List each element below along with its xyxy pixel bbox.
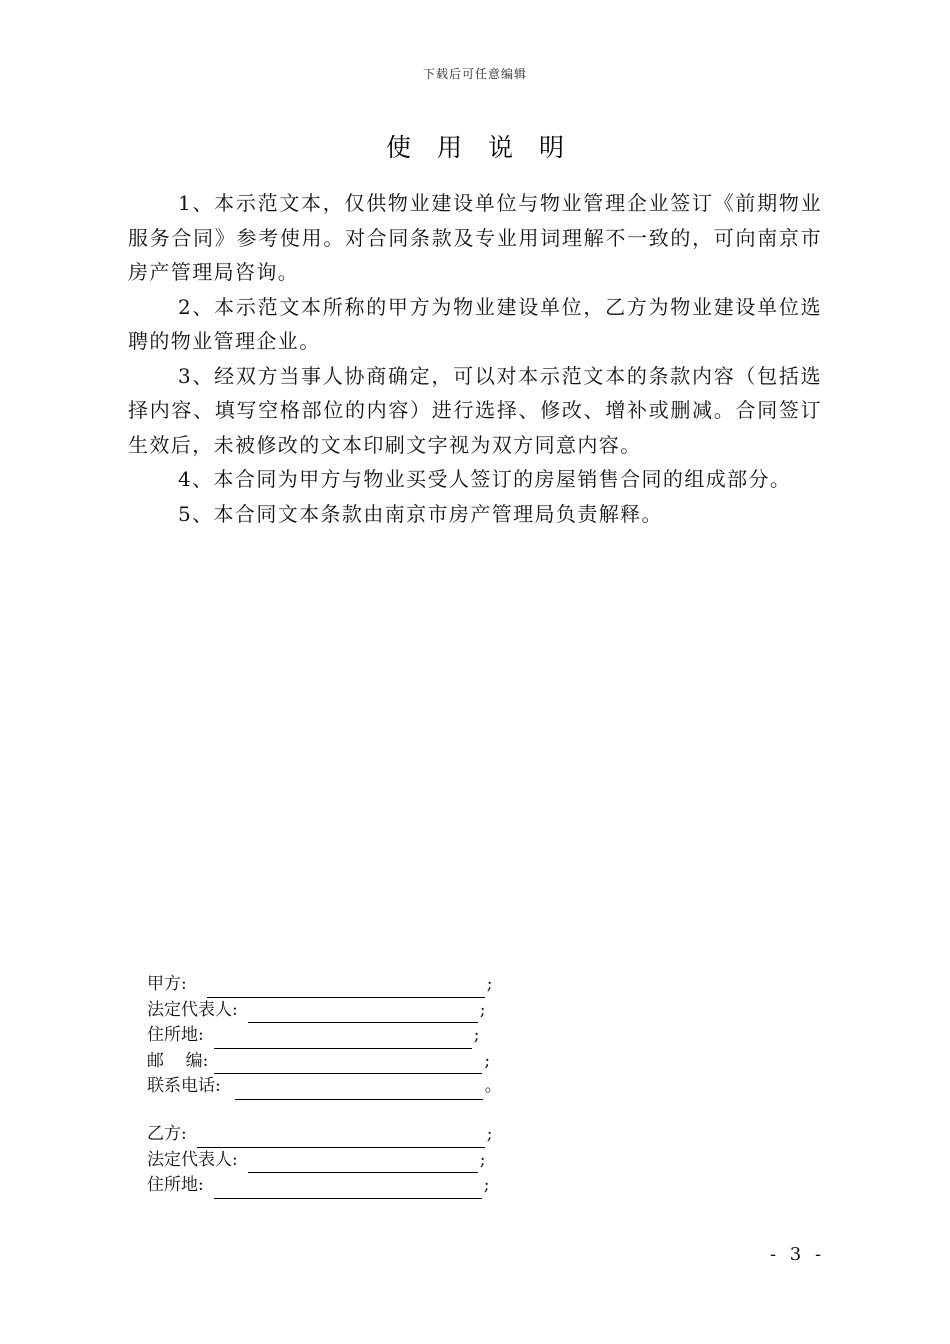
party-b-name-row — [147, 1122, 527, 1148]
party-a-name-field[interactable] — [207, 980, 485, 998]
paragraph-5: 5、本合同文本条款由南京市房产管理局负责解释。 — [178, 501, 663, 526]
field-label: 联系电话: — [147, 1076, 221, 1096]
field-label: 法定代表人: — [147, 999, 238, 1020]
field-end: ; — [486, 974, 493, 994]
field-end: ; — [479, 1149, 486, 1170]
field-end: ; — [486, 1124, 493, 1144]
page-number: - 3 - — [770, 1244, 826, 1265]
party-a-address-field[interactable] — [214, 1031, 472, 1049]
paragraph-3: 3、经双方当事人协商确定，可以对本示范文本的条款内容（包括选择内容、填写空格部位的内容）进行选择、修改、增补或删减。合同签订生效后，未被修改的文本印刷文字视为双方同意内容。 — [128, 363, 822, 457]
field-end: ; — [479, 999, 486, 1020]
field-end: ; — [483, 1175, 490, 1195]
field-label: 邮 编: — [147, 1050, 209, 1071]
party-a-name-row — [147, 972, 527, 998]
field-label: 法定代表人: — [147, 1149, 238, 1170]
field-label: 住所地: — [147, 1175, 204, 1195]
instructions-body — [128, 186, 822, 531]
field-label: 甲方: — [147, 974, 187, 994]
field-end: ; — [484, 1050, 491, 1071]
paragraph-4: 4、本合同为甲方与物业买受人签订的房屋销售合同的组成部分。 — [178, 467, 792, 491]
party-a-postcode-field[interactable] — [214, 1056, 482, 1074]
party-b-address-field[interactable] — [214, 1181, 482, 1199]
party-a-representative-field[interactable] — [248, 1005, 478, 1023]
party-a-representative-row — [147, 998, 527, 1024]
party-b-block — [147, 1122, 527, 1199]
party-a-phone-row — [147, 1074, 527, 1100]
party-a-phone-field[interactable] — [235, 1082, 483, 1100]
party-a-postcode-row — [147, 1049, 527, 1075]
party-a-address-row — [147, 1023, 527, 1049]
field-end: 。 — [484, 1076, 502, 1096]
field-label: 乙方: — [147, 1124, 187, 1144]
party-b-address-row — [147, 1173, 527, 1199]
party-b-representative-field[interactable] — [248, 1155, 478, 1173]
paragraph-2: 2、本示范文本所称的甲方为物业建设单位，乙方为物业建设单位选聘的物业管理企业。 — [128, 294, 822, 353]
field-label: 住所地: — [147, 1025, 204, 1045]
paragraph-1: 1、本示范文本，仅供物业建设单位与物业管理企业签订《前期物业服务合同》参考使用。对合同条款及专业用词理解不一致的，可向南京市房产管理局咨询。 — [128, 191, 822, 284]
party-b-name-field[interactable] — [197, 1130, 485, 1148]
field-end: ; — [473, 1025, 480, 1045]
party-a-block — [147, 972, 527, 1100]
header-note: 下载后可任意编辑 — [422, 67, 527, 81]
party-b-representative-row — [147, 1148, 527, 1174]
page-title: 使用说明 — [385, 133, 590, 162]
